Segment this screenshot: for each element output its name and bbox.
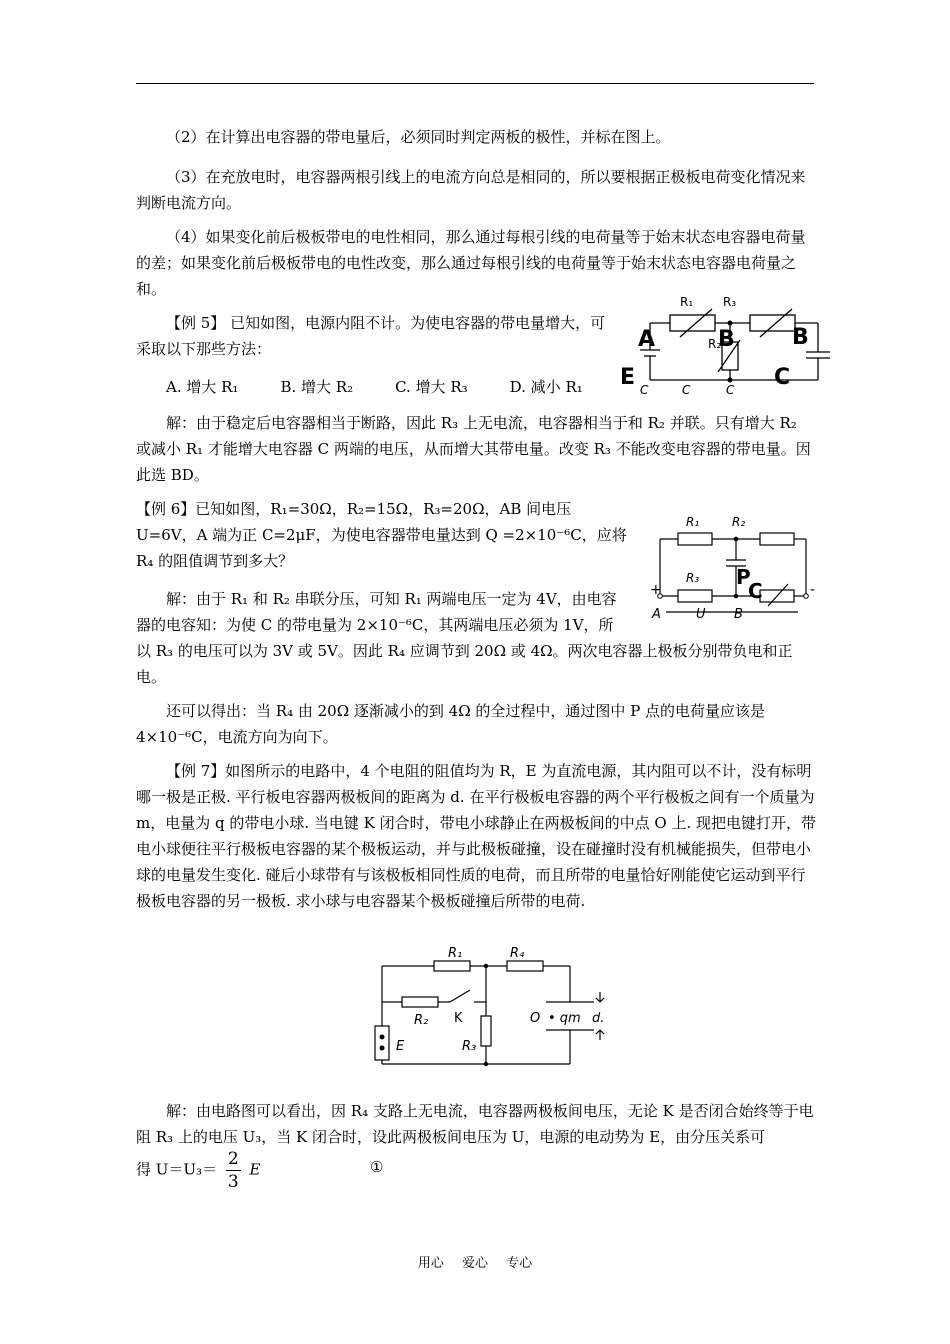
fraction-numerator: 2 [227,1149,239,1169]
fig6-label-r3: R₃ [686,571,700,585]
equation-prefix: 得 U＝U₃＝ [136,1160,218,1179]
example-5-solution: 解：由于稳定后电容器相当于断路，因此 R₃ 上无电流，电容器相当于和 R₂ 并联。只有增大 R₂ 或减小 R₁ 才能增大电容器 C 两端的电压，从而增大其带电量。改变 R₃ 不能改变电容器的带电量。因此选 BD。 [136,414,811,484]
equation-number: ① [370,1158,384,1176]
fig7-label-r4: R₄ [510,946,525,961]
example-7-solution: 解：由电路图可以看出，因 R₄ 支路上无电流，电容器两极板间电压，无论 K 是否闭合始终等于电阻 R₃ 上的电压 U₃，当 K 闭合时，设此两极板间电压为 U，电源的电动势为 E，由分压关系可 [136,1102,814,1146]
equation-suffix: E [249,1160,261,1179]
fig7-label-r1: R₁ [448,946,463,961]
example-5-circuit-svg [610,290,840,400]
fig7-label-r3: R₃ [462,1039,477,1054]
example-7-question: 【例 7】如图所示的电路中，4 个电阻的阻值均为 R，E 为直流电源，其内阻可以不计，没有标明哪一极是正极. 平行板电容器两极板间的距离为 d. 在平行极板电容器的两个平行极板之间有一个质量为 m，电量为 q 的带电小球. 当电键 K 闭合时，带电小球静止在两极板间的中点 O 上. 现把电键打开，带电小球便往平行极板电容器的某个极板运动，并与此极板碰撞，设在碰撞时没有机械能损失，但带电小球的电量发生变化. 碰后小球带有与该极板相同性质的电荷，而且所带的电量恰好刚能使它运动到平行极板电容器的另一极板. 求小球与电容器某个极板碰撞后所带的电荷. [136,762,817,910]
fig5-label-r2: R₂ [708,337,722,351]
option-c: C. 增大 R₃ [395,378,468,396]
fig5-label-b: B [718,327,735,352]
option-d: D. 减小 R₁ [509,378,583,396]
header-rule [136,83,814,84]
fig5-label-a: A [638,327,656,352]
page-footer: 用心 爱心 专心 [417,1256,533,1271]
option-b: B. 增大 R₂ [280,378,354,396]
fig7-label-k: K [454,1011,463,1026]
fig7-label-e: E [396,1039,405,1054]
example-5-options [166,374,596,400]
fig6-label-b: B [734,607,743,622]
fig6-label-c: C [748,579,763,603]
paragraph-4: （4）如果变化前后极板带电的电性相同，那么通过每根引线的电荷量等于始末状态电容器电荷量的差；如果变化前后极板带电的电性改变，那么通过每根引线的电荷量等于始末状态电容器电荷量之和。 [136,228,806,298]
example-6-circuit [648,508,818,626]
fig6-label-plus: + [650,582,662,598]
fraction-denominator: 3 [227,1172,239,1192]
example-6-solution-part-2: 以 R₃ 的电压可以为 3V 或 5V。因此 R₄ 应调节到 20Ω 或 4Ω。两次电容器上极板分别带负电和正电。 [136,642,793,686]
fig5-label-c-small-1: C [640,383,649,397]
option-a: A. 增大 R₁ [166,378,239,396]
fig5-label-c-small-3: C [726,383,735,397]
fig7-label-d: d. [592,1011,605,1026]
fig5-label-c: C [774,365,791,390]
fig5-label-b-right: B [792,325,809,350]
fig6-label-r2: R₂ [732,515,746,529]
fig5-label-r1: R₁ [680,295,694,309]
example-6-extra: 还可以得出：当 R₄ 由 20Ω 逐渐减小的到 4Ω 的全过程中，通过图中 P 点的电荷量应该是 4×10⁻⁶C，电流方向为向下。 [136,702,766,746]
example-7-circuit [370,944,620,1074]
equation-fraction [226,1148,241,1193]
fig5-label-r3: R₃ [723,295,737,309]
example-6-circuit-svg [648,508,818,626]
fig6-label-r1: R₁ [686,515,700,529]
paragraph-3: （3）在充放电时，电容器两根引线上的电流方向总是相同的，所以要根据正极板电荷变化情况来判断电流方向。 [136,168,806,212]
example-7-circuit-svg [370,944,620,1074]
paragraph-2: （2）在计算出电容器的带电量后，必须同时判定两板的极性，并标在图上。 [166,128,671,146]
fig6-label-minus: - [810,582,816,598]
example-5-circuit [610,290,840,400]
fig7-label-charge: • qm [548,1011,581,1026]
fig7-label-r2: R₂ [414,1013,429,1028]
fig6-label-a: A [652,607,661,622]
example-5-question: 【例 5】 已知如图，电源内阻不计。为使电容器的带电量增大，可采取以下那些方法： [136,314,606,358]
fig6-label-p: P [736,565,751,589]
example-6-question: 【例 6】已知如图，R₁=30Ω，R₂=15Ω，R₃=20Ω，AB 间电压 U=6V，A 端为正 C=2μF，为使电容器带电量达到 Q =2×10⁻⁶C，应将 R₄ 的阻值调节到多大？ [136,500,627,570]
fig5-label-c-small-2: C [682,383,691,397]
fig7-label-o: O [530,1011,541,1026]
fig6-label-u: U [696,607,706,622]
equation-1 [136,1148,260,1193]
fig5-label-e: E [620,365,636,390]
example-6-solution-part-1: 解：由于 R₁ 和 R₂ 串联分压，可知 R₁ 两端电压一定为 4V，由电容器的电容知：为使 C 的带电量为 2×10⁻⁶C，其两端电压必须为 1V，所 [136,590,617,634]
